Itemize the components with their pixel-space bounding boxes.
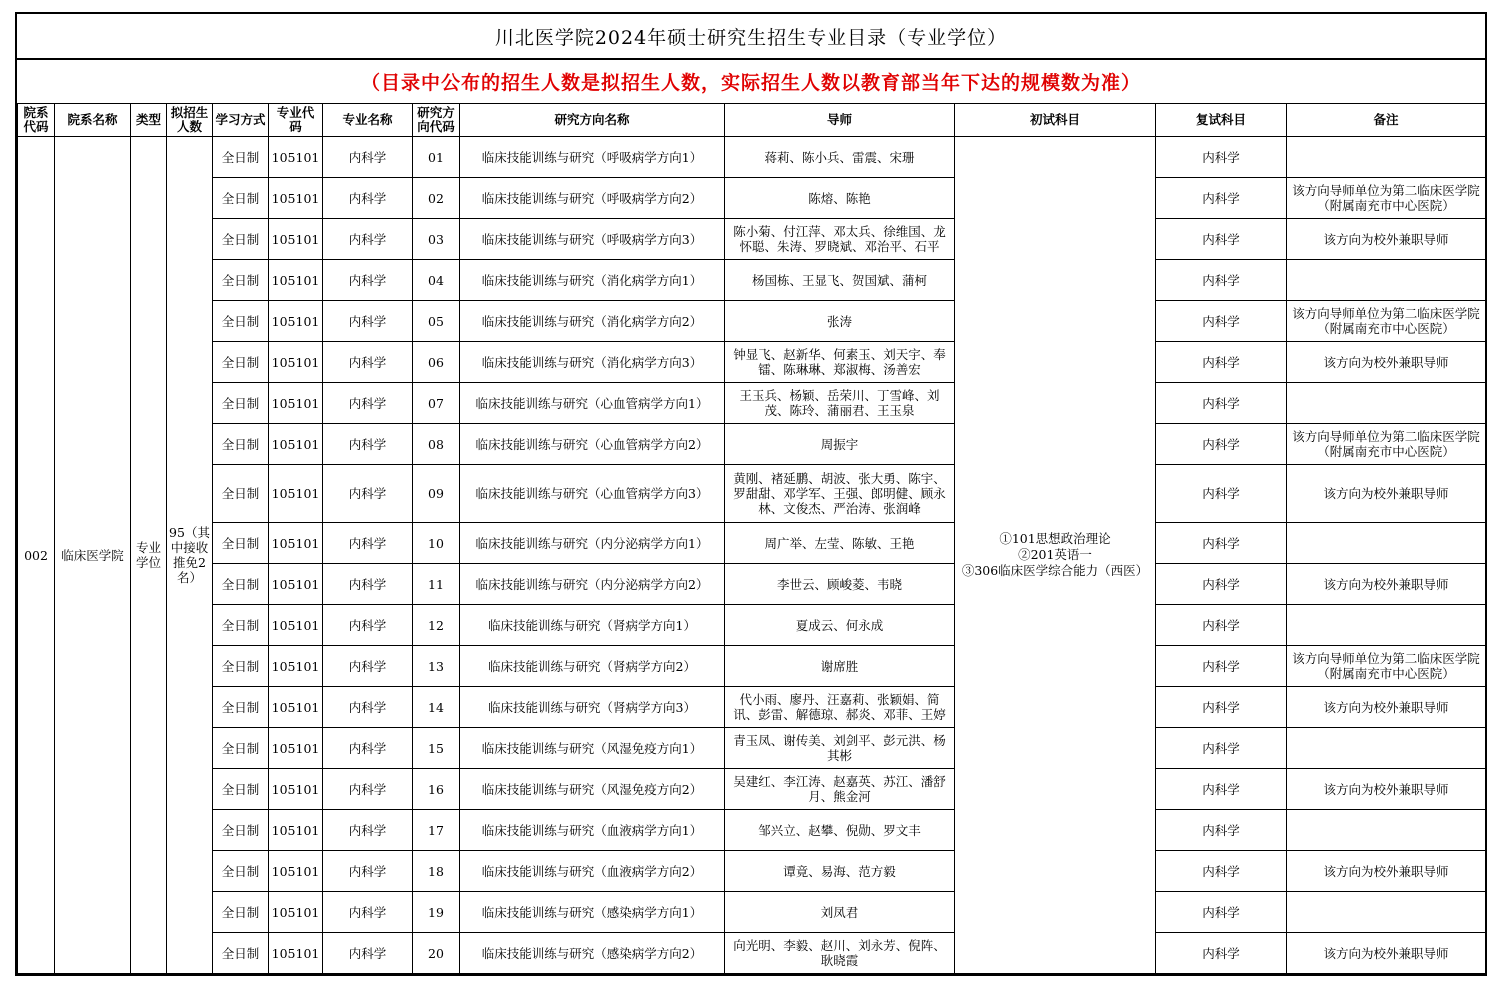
major-code-cell: 105101 bbox=[269, 178, 323, 219]
retest-subject-cell: 内科学 bbox=[1156, 933, 1287, 974]
direction-name-cell: 临床技能训练与研究（肾病学方向1） bbox=[460, 605, 725, 646]
direction-name-cell: 临床技能训练与研究（心血管病学方向2） bbox=[460, 424, 725, 465]
major-code-cell: 105101 bbox=[269, 892, 323, 933]
table-row bbox=[18, 810, 1486, 851]
remark-cell bbox=[1287, 523, 1486, 564]
direction-name-cell: 临床技能训练与研究（消化病学方向3） bbox=[460, 342, 725, 383]
study-mode-cell: 全日制 bbox=[213, 219, 269, 260]
study-mode-cell: 全日制 bbox=[213, 260, 269, 301]
retest-subject-cell: 内科学 bbox=[1156, 383, 1287, 424]
major-name-cell: 内科学 bbox=[323, 605, 413, 646]
major-name-cell: 内科学 bbox=[323, 646, 413, 687]
remark-cell bbox=[1287, 810, 1486, 851]
remark-cell: 该方向导师单位为第二临床医学院（附属南充市中心医院） bbox=[1287, 424, 1486, 465]
study-mode-cell: 全日制 bbox=[213, 892, 269, 933]
table-row bbox=[18, 178, 1486, 219]
retest-subject-cell: 内科学 bbox=[1156, 301, 1287, 342]
advisors-cell: 谢席胜 bbox=[725, 646, 955, 687]
direction-code-cell: 01 bbox=[413, 137, 460, 178]
direction-code-cell: 11 bbox=[413, 564, 460, 605]
advisors-cell: 吴建红、李江涛、赵嘉英、苏江、潘舒月、熊金河 bbox=[725, 769, 955, 810]
table-row bbox=[18, 260, 1486, 301]
advisors-cell: 谭竟、易海、范方毅 bbox=[725, 851, 955, 892]
table-row bbox=[18, 465, 1486, 523]
direction-name-cell: 临床技能训练与研究（消化病学方向2） bbox=[460, 301, 725, 342]
major-name-cell: 内科学 bbox=[323, 383, 413, 424]
header-major-name: 专业名称 bbox=[323, 104, 413, 137]
table-row bbox=[18, 892, 1486, 933]
advisors-cell: 杨国栋、王显飞、贺国斌、蒲柯 bbox=[725, 260, 955, 301]
direction-code-cell: 09 bbox=[413, 465, 460, 523]
header-remarks: 备注 bbox=[1287, 104, 1486, 137]
header-dept-code: 院系代码 bbox=[18, 104, 55, 137]
remark-cell bbox=[1287, 728, 1486, 769]
quota-cell: 95（其中接收推免2名） bbox=[167, 137, 213, 974]
retest-subject-cell: 内科学 bbox=[1156, 465, 1287, 523]
study-mode-cell: 全日制 bbox=[213, 383, 269, 424]
header-type: 类型 bbox=[131, 104, 167, 137]
retest-subject-cell: 内科学 bbox=[1156, 523, 1287, 564]
retest-subject-cell: 内科学 bbox=[1156, 342, 1287, 383]
table-row bbox=[18, 646, 1486, 687]
direction-code-cell: 07 bbox=[413, 383, 460, 424]
direction-code-cell: 18 bbox=[413, 851, 460, 892]
table-row bbox=[18, 137, 1486, 178]
header-advisors: 导师 bbox=[725, 104, 955, 137]
remark-cell: 该方向为校外兼职导师 bbox=[1287, 851, 1486, 892]
major-code-cell: 105101 bbox=[269, 933, 323, 974]
study-mode-cell: 全日制 bbox=[213, 564, 269, 605]
retest-subject-cell: 内科学 bbox=[1156, 646, 1287, 687]
table-row bbox=[18, 564, 1486, 605]
major-name-cell: 内科学 bbox=[323, 728, 413, 769]
retest-subject-cell: 内科学 bbox=[1156, 260, 1287, 301]
direction-code-cell: 19 bbox=[413, 892, 460, 933]
direction-code-cell: 17 bbox=[413, 810, 460, 851]
major-name-cell: 内科学 bbox=[323, 933, 413, 974]
major-name-cell: 内科学 bbox=[323, 564, 413, 605]
study-mode-cell: 全日制 bbox=[213, 178, 269, 219]
major-name-cell: 内科学 bbox=[323, 810, 413, 851]
table-row bbox=[18, 523, 1486, 564]
major-code-cell: 105101 bbox=[269, 605, 323, 646]
header-quota: 拟招生人数 bbox=[167, 104, 213, 137]
direction-name-cell: 临床技能训练与研究（血液病学方向2） bbox=[460, 851, 725, 892]
major-code-cell: 105101 bbox=[269, 523, 323, 564]
major-code-cell: 105101 bbox=[269, 383, 323, 424]
direction-code-cell: 03 bbox=[413, 219, 460, 260]
retest-subject-cell: 内科学 bbox=[1156, 769, 1287, 810]
direction-code-cell: 14 bbox=[413, 687, 460, 728]
advisors-cell: 陈熔、陈艳 bbox=[725, 178, 955, 219]
retest-subject-cell: 内科学 bbox=[1156, 605, 1287, 646]
study-mode-cell: 全日制 bbox=[213, 465, 269, 523]
major-name-cell: 内科学 bbox=[323, 769, 413, 810]
study-mode-cell: 全日制 bbox=[213, 137, 269, 178]
direction-code-cell: 13 bbox=[413, 646, 460, 687]
header-study-mode: 学习方式 bbox=[213, 104, 269, 137]
major-name-cell: 内科学 bbox=[323, 137, 413, 178]
direction-name-cell: 临床技能训练与研究（呼吸病学方向2） bbox=[460, 178, 725, 219]
study-mode-cell: 全日制 bbox=[213, 301, 269, 342]
advisors-cell: 周振宇 bbox=[725, 424, 955, 465]
catalog-table bbox=[17, 104, 1486, 974]
major-name-cell: 内科学 bbox=[323, 219, 413, 260]
direction-code-cell: 05 bbox=[413, 301, 460, 342]
major-code-cell: 105101 bbox=[269, 564, 323, 605]
remark-cell: 该方向为校外兼职导师 bbox=[1287, 564, 1486, 605]
direction-code-cell: 12 bbox=[413, 605, 460, 646]
advisors-cell: 陈小菊、付江萍、邓太兵、徐维国、龙怀聪、朱涛、罗晓斌、邓治平、石平 bbox=[725, 219, 955, 260]
major-name-cell: 内科学 bbox=[323, 851, 413, 892]
direction-name-cell: 临床技能训练与研究（心血管病学方向1） bbox=[460, 383, 725, 424]
direction-name-cell: 临床技能训练与研究（心血管病学方向3） bbox=[460, 465, 725, 523]
study-mode-cell: 全日制 bbox=[213, 851, 269, 892]
direction-name-cell: 临床技能训练与研究（血液病学方向1） bbox=[460, 810, 725, 851]
advisors-cell: 蒋莉、陈小兵、雷震、宋珊 bbox=[725, 137, 955, 178]
advisors-cell: 青玉凤、谢传美、刘剑平、彭元洪、杨其彬 bbox=[725, 728, 955, 769]
advisors-cell: 夏成云、何永成 bbox=[725, 605, 955, 646]
major-code-cell: 105101 bbox=[269, 219, 323, 260]
page-title: 川北医学院2024年硕士研究生招生专业目录（专业学位） bbox=[17, 14, 1485, 60]
advisors-cell: 代小雨、廖丹、汪嘉莉、张颖娟、简讯、彭雷、解德琼、郝炎、邓菲、王婷 bbox=[725, 687, 955, 728]
header-row bbox=[18, 104, 1486, 137]
table-row bbox=[18, 219, 1486, 260]
remark-cell bbox=[1287, 260, 1486, 301]
advisors-cell: 王玉兵、杨颖、岳荣川、丁雪峰、刘茂、陈玲、蒲丽君、王玉泉 bbox=[725, 383, 955, 424]
major-code-cell: 105101 bbox=[269, 646, 323, 687]
major-name-cell: 内科学 bbox=[323, 465, 413, 523]
direction-code-cell: 16 bbox=[413, 769, 460, 810]
direction-name-cell: 临床技能训练与研究（呼吸病学方向3） bbox=[460, 219, 725, 260]
direction-name-cell: 临床技能训练与研究（肾病学方向3） bbox=[460, 687, 725, 728]
major-name-cell: 内科学 bbox=[323, 687, 413, 728]
advisors-cell: 邹兴立、赵攀、倪勋、罗文丰 bbox=[725, 810, 955, 851]
study-mode-cell: 全日制 bbox=[213, 769, 269, 810]
advisors-cell: 黄刚、褚延鹏、胡波、张大勇、陈宇、罗甜甜、邓学军、王强、郎明健、顾永林、文俊杰、严治涛、张润峰 bbox=[725, 465, 955, 523]
remark-cell: 该方向为校外兼职导师 bbox=[1287, 219, 1486, 260]
major-name-cell: 内科学 bbox=[323, 301, 413, 342]
remark-cell: 该方向为校外兼职导师 bbox=[1287, 687, 1486, 728]
direction-name-cell: 临床技能训练与研究（感染病学方向2） bbox=[460, 933, 725, 974]
table-row bbox=[18, 687, 1486, 728]
type-cell: 专业学位 bbox=[131, 137, 167, 974]
header-direction-code: 研究方向代码 bbox=[413, 104, 460, 137]
table-row bbox=[18, 301, 1486, 342]
retest-subject-cell: 内科学 bbox=[1156, 851, 1287, 892]
catalog-body bbox=[18, 137, 1486, 974]
major-name-cell: 内科学 bbox=[323, 523, 413, 564]
study-mode-cell: 全日制 bbox=[213, 687, 269, 728]
direction-code-cell: 04 bbox=[413, 260, 460, 301]
header-dept-name: 院系名称 bbox=[55, 104, 131, 137]
major-name-cell: 内科学 bbox=[323, 892, 413, 933]
major-code-cell: 105101 bbox=[269, 769, 323, 810]
advisors-cell: 李世云、顾峻菱、韦晓 bbox=[725, 564, 955, 605]
major-code-cell: 105101 bbox=[269, 810, 323, 851]
advisors-cell: 周广举、左莹、陈敏、王艳 bbox=[725, 523, 955, 564]
remark-cell: 该方向为校外兼职导师 bbox=[1287, 769, 1486, 810]
table-row bbox=[18, 769, 1486, 810]
header-exam-subjects: 初试科目 bbox=[955, 104, 1156, 137]
direction-name-cell: 临床技能训练与研究（内分泌病学方向2） bbox=[460, 564, 725, 605]
major-code-cell: 105101 bbox=[269, 342, 323, 383]
table-row bbox=[18, 424, 1486, 465]
direction-code-cell: 08 bbox=[413, 424, 460, 465]
direction-code-cell: 20 bbox=[413, 933, 460, 974]
study-mode-cell: 全日制 bbox=[213, 523, 269, 564]
remark-cell bbox=[1287, 137, 1486, 178]
remark-cell: 该方向导师单位为第二临床医学院（附属南充市中心医院） bbox=[1287, 646, 1486, 687]
table-row bbox=[18, 605, 1486, 646]
study-mode-cell: 全日制 bbox=[213, 933, 269, 974]
remark-cell: 该方向为校外兼职导师 bbox=[1287, 933, 1486, 974]
direction-name-cell: 临床技能训练与研究（消化病学方向1） bbox=[460, 260, 725, 301]
dept-code-cell: 002 bbox=[18, 137, 55, 974]
remark-cell: 该方向为校外兼职导师 bbox=[1287, 342, 1486, 383]
major-name-cell: 内科学 bbox=[323, 178, 413, 219]
study-mode-cell: 全日制 bbox=[213, 728, 269, 769]
direction-name-cell: 临床技能训练与研究（肾病学方向2） bbox=[460, 646, 725, 687]
header-direction-name: 研究方向名称 bbox=[460, 104, 725, 137]
major-name-cell: 内科学 bbox=[323, 342, 413, 383]
direction-name-cell: 临床技能训练与研究（风湿免疫方向1） bbox=[460, 728, 725, 769]
remark-cell bbox=[1287, 892, 1486, 933]
header-retest-subject: 复试科目 bbox=[1156, 104, 1287, 137]
remark-cell bbox=[1287, 605, 1486, 646]
direction-code-cell: 06 bbox=[413, 342, 460, 383]
advisors-cell: 刘凤君 bbox=[725, 892, 955, 933]
study-mode-cell: 全日制 bbox=[213, 342, 269, 383]
major-code-cell: 105101 bbox=[269, 260, 323, 301]
study-mode-cell: 全日制 bbox=[213, 810, 269, 851]
major-code-cell: 105101 bbox=[269, 137, 323, 178]
retest-subject-cell: 内科学 bbox=[1156, 137, 1287, 178]
direction-name-cell: 临床技能训练与研究（内分泌病学方向1） bbox=[460, 523, 725, 564]
major-code-cell: 105101 bbox=[269, 851, 323, 892]
major-code-cell: 105101 bbox=[269, 728, 323, 769]
major-code-cell: 105101 bbox=[269, 301, 323, 342]
remark-cell bbox=[1287, 383, 1486, 424]
quota-notice: （目录中公布的招生人数是拟招生人数，实际招生人数以教育部当年下达的规模数为准） bbox=[17, 60, 1485, 104]
remark-cell: 该方向为校外兼职导师 bbox=[1287, 465, 1486, 523]
major-code-cell: 105101 bbox=[269, 465, 323, 523]
retest-subject-cell: 内科学 bbox=[1156, 810, 1287, 851]
major-name-cell: 内科学 bbox=[323, 260, 413, 301]
advisors-cell: 张涛 bbox=[725, 301, 955, 342]
direction-code-cell: 10 bbox=[413, 523, 460, 564]
catalog-sheet bbox=[15, 12, 1487, 976]
dept-name-cell: 临床医学院 bbox=[55, 137, 131, 974]
direction-code-cell: 02 bbox=[413, 178, 460, 219]
exam-subjects-cell: ①101思想政治理论 ②201英语一 ③306临床医学综合能力（西医） bbox=[955, 137, 1156, 974]
major-code-cell: 105101 bbox=[269, 687, 323, 728]
table-row bbox=[18, 728, 1486, 769]
table-row bbox=[18, 383, 1486, 424]
major-name-cell: 内科学 bbox=[323, 424, 413, 465]
major-code-cell: 105101 bbox=[269, 424, 323, 465]
retest-subject-cell: 内科学 bbox=[1156, 892, 1287, 933]
study-mode-cell: 全日制 bbox=[213, 605, 269, 646]
header-major-code: 专业代码 bbox=[269, 104, 323, 137]
retest-subject-cell: 内科学 bbox=[1156, 564, 1287, 605]
retest-subject-cell: 内科学 bbox=[1156, 424, 1287, 465]
retest-subject-cell: 内科学 bbox=[1156, 219, 1287, 260]
direction-name-cell: 临床技能训练与研究（风湿免疫方向2） bbox=[460, 769, 725, 810]
retest-subject-cell: 内科学 bbox=[1156, 728, 1287, 769]
remark-cell: 该方向导师单位为第二临床医学院（附属南充市中心医院） bbox=[1287, 301, 1486, 342]
retest-subject-cell: 内科学 bbox=[1156, 687, 1287, 728]
retest-subject-cell: 内科学 bbox=[1156, 178, 1287, 219]
direction-name-cell: 临床技能训练与研究（感染病学方向1） bbox=[460, 892, 725, 933]
direction-code-cell: 15 bbox=[413, 728, 460, 769]
table-row bbox=[18, 851, 1486, 892]
table-row bbox=[18, 342, 1486, 383]
advisors-cell: 钟显飞、赵新华、何素玉、刘天宇、奉镭、陈琳琳、郑淑梅、汤善宏 bbox=[725, 342, 955, 383]
table-row bbox=[18, 933, 1486, 974]
remark-cell: 该方向导师单位为第二临床医学院（附属南充市中心医院） bbox=[1287, 178, 1486, 219]
study-mode-cell: 全日制 bbox=[213, 646, 269, 687]
direction-name-cell: 临床技能训练与研究（呼吸病学方向1） bbox=[460, 137, 725, 178]
study-mode-cell: 全日制 bbox=[213, 424, 269, 465]
advisors-cell: 向光明、李毅、赵川、刘永芳、倪阵、耿晓霞 bbox=[725, 933, 955, 974]
